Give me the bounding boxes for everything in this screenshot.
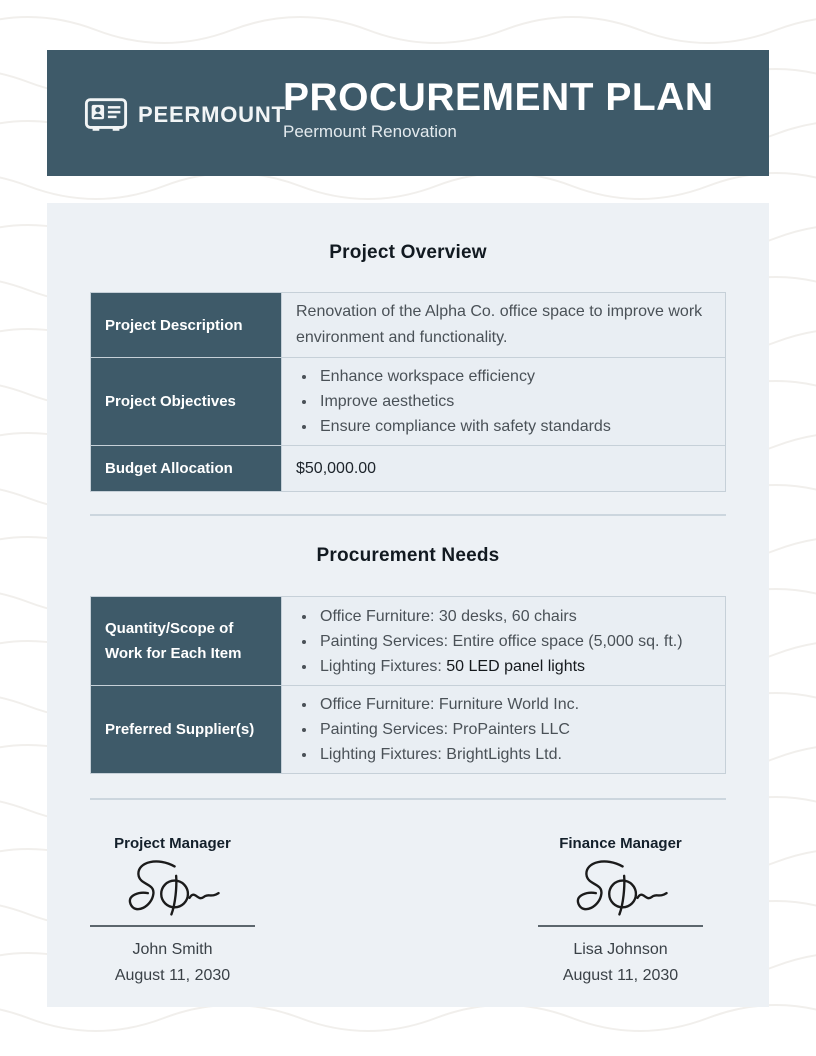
signature-line xyxy=(538,925,703,927)
row-value xyxy=(281,686,725,773)
section-divider xyxy=(90,514,726,516)
project-description-text: Renovation of the Alpha Co. office space to improve work environment and functionality. xyxy=(296,303,703,346)
table-row-preferred-suppliers xyxy=(91,685,725,773)
signature-name: John Smith xyxy=(132,941,213,958)
list-item: • Ensure compliance with safety standards xyxy=(317,414,611,439)
table-row-project-objectives xyxy=(91,357,725,445)
row-value xyxy=(281,597,725,685)
list-item-emphasis: 50 LED panel lights xyxy=(446,657,586,675)
logo-text: PEERMOUNT xyxy=(138,101,286,127)
section-heading-procurement-needs: Procurement Needs xyxy=(316,545,500,566)
signature-block-project-manager xyxy=(90,835,255,989)
list-item xyxy=(317,717,579,742)
list-item-text: Lighting Fixtures: BrightLights Ltd. xyxy=(320,746,562,763)
list-item xyxy=(317,604,683,629)
handwritten-signature xyxy=(556,857,686,923)
section-divider xyxy=(90,798,726,800)
logo xyxy=(84,95,286,134)
list-item xyxy=(317,629,683,654)
signature-date: August 11, 2030 xyxy=(114,967,231,984)
budget-amount: $50,000.00 xyxy=(296,459,377,477)
row-value xyxy=(281,293,725,357)
signature-section xyxy=(90,835,703,989)
list-item-text: Office Furniture: Furniture World Inc. xyxy=(320,696,580,713)
document-title: PROCUREMENT PLAN xyxy=(283,76,714,119)
signature-role: Project Manager xyxy=(114,835,231,852)
row-label: Preferred Supplier(s) xyxy=(91,686,281,773)
list-item xyxy=(317,654,683,679)
signature-block-finance-manager xyxy=(538,835,703,989)
row-label: Project Description xyxy=(91,293,281,357)
suppliers-list xyxy=(296,692,579,767)
list-item-text: Lighting Fixtures: xyxy=(320,657,447,675)
signature-role: Finance Manager xyxy=(559,835,682,852)
objectives-list xyxy=(296,364,611,439)
document-card xyxy=(47,203,769,1007)
section-heading-project-overview: Project Overview xyxy=(329,242,487,263)
list-item-text: Painting Services: Entire office space (5,000 sq. ft.) xyxy=(320,632,683,650)
row-label: Quantity/Scope of Work for Each Item xyxy=(91,597,281,685)
quantity-scope-list xyxy=(296,604,683,679)
list-item xyxy=(317,692,579,717)
row-label: Project Objectives xyxy=(91,358,281,445)
procurement-needs-table xyxy=(90,596,726,774)
table-row-budget-allocation xyxy=(91,445,725,491)
list-item-text: Painting Services: ProPainters LLC xyxy=(320,721,570,738)
signature-name: Lisa Johnson xyxy=(573,941,668,958)
row-value xyxy=(281,446,725,491)
signature-date: August 11, 2030 xyxy=(562,967,679,984)
handwritten-signature xyxy=(108,857,238,923)
header-titles xyxy=(283,76,714,142)
table-row-quantity-scope xyxy=(91,597,725,685)
row-label: Budget Allocation xyxy=(91,446,281,491)
id-badge-icon xyxy=(84,95,128,134)
list-item xyxy=(317,742,579,767)
list-item: • Enhance workspace efficiency xyxy=(317,364,611,389)
list-item: • Improve aesthetics xyxy=(317,389,611,414)
document-header xyxy=(47,50,769,176)
row-value xyxy=(281,358,725,445)
table-row-project-description xyxy=(91,293,725,357)
signature-line xyxy=(90,925,255,927)
document-subtitle: Peermount Renovation xyxy=(283,122,457,141)
list-item-text: Office Furniture: 30 desks, 60 chairs xyxy=(320,607,577,625)
project-overview-table xyxy=(90,292,726,492)
